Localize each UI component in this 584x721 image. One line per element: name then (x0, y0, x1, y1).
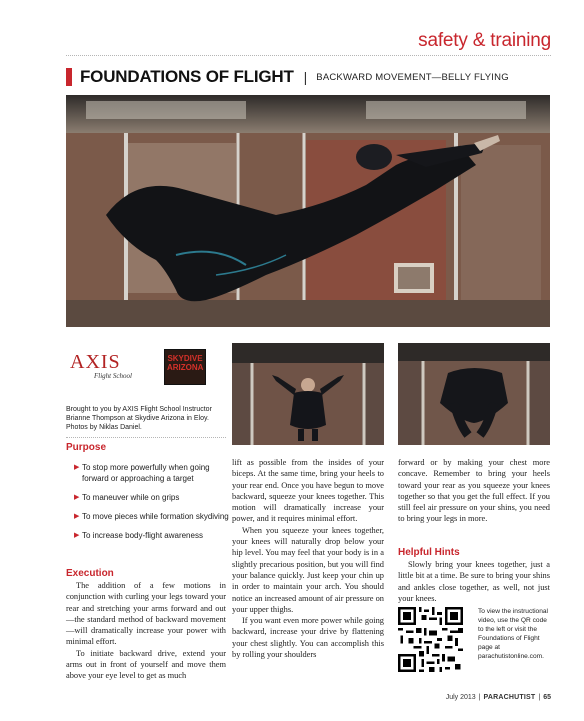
body-paragraph: To initiate backward drive, extend your arms out in front of yourself and move them above your eye level to get as much (66, 648, 226, 681)
photo-rear-view (398, 343, 550, 445)
body-paragraph: forward or by making your chest more concave. Remember to bring your heels toward your rear as you squeeze your knees together so that you get the full effect. If you still feel air pressure on your shins, you need to bring your legs in more. (398, 458, 550, 524)
bullet-arrow-icon: ▶ (74, 494, 80, 501)
photo-front-view (232, 343, 384, 445)
header-divider (66, 55, 551, 56)
body-column-2 (232, 457, 384, 660)
sponsor-logos (66, 347, 216, 385)
skydive-arizona-logo (164, 349, 206, 385)
helpful-hints-heading: Helpful Hints (398, 547, 460, 558)
body-column-3 (398, 457, 550, 525)
body-paragraph: Slowly bring your knees together, just a little bit at a time. Be sure to bring your shins and ankles close together, as well, not just your knees. (398, 560, 550, 603)
execution-heading: Execution (66, 568, 114, 579)
purpose-item: ▶ To stop more powerfully when going forward or approaching a target (74, 463, 210, 483)
hero-photo (66, 95, 550, 327)
body-paragraph: When you squeeze your knees together, your knees will naturally drop below your hip level. You may feel that your body is in a slightly precarious position, but you will find your balance quickly. Just keep your chin up in order to maintain your arch. You should notice an increased amount of air pressure on your upper thighs. (232, 525, 384, 614)
issue-date: July 2013 (445, 694, 476, 701)
purpose-list (74, 462, 234, 549)
bullet-arrow-icon: ▶ (74, 464, 80, 471)
qr-code[interactable] (398, 607, 463, 672)
bullet-arrow-icon: ▶ (74, 513, 80, 520)
article-header (66, 66, 509, 88)
bullet-arrow-icon: ▶ (74, 532, 80, 539)
footer-separator: | (478, 694, 481, 701)
purpose-item: ▶ To increase body-flight awareness (74, 531, 203, 540)
body-paragraph: The addition of a few motions in conjunction with curling your legs toward your rear and stretching your arms forward and out—the standard method of backward movement—will dramatically increase your power with minimal effort. (66, 581, 226, 647)
purpose-item: ▶ To maneuver while on grips (74, 493, 180, 502)
section-label: safety & training (418, 30, 551, 51)
page-footer (446, 694, 551, 701)
photo-credit: Brought to you by AXIS Flight School Instructor Brianne Thompson at Skydive Arizona in Eloy. Photos by Niklas Daniel. (66, 406, 212, 431)
axis-flight-school-logo (66, 347, 148, 385)
axis-logo-word: AXIS (70, 351, 121, 373)
purpose-heading: Purpose (66, 442, 107, 453)
credit-divider (66, 437, 226, 438)
skydive-arizona-logo-text: SKYDIVE ARIZONA (167, 354, 204, 372)
article-title: FOUNDATIONS OF FLIGHT (80, 67, 294, 86)
title-separator: | (303, 69, 308, 85)
footer-separator: | (538, 694, 541, 701)
body-paragraph: If you want even more power while going backward, increase your drive by flattening your chest slightly. You can accomplish this by rolling your shoulders (232, 616, 384, 660)
body-paragraph: lift as possible from the insides of your biceps. At the same time, bring your heels to your rear end. Once you have begun to move backward, squeeze your knees together. This motion will dramatically increase your power, and it requires minimal effort. (232, 458, 384, 524)
title-accent-bar (66, 68, 72, 86)
qr-instructions: To view the instructional video, use the QR code to the left or visit the Foundations of Flight page at parachutistonline.com. (478, 608, 548, 660)
page-number: 65 (543, 694, 551, 701)
axis-logo-subtitle: Flight School (94, 372, 132, 380)
publication-name: PARACHUTIST (483, 694, 536, 701)
body-column-1 (66, 580, 226, 682)
article-subtitle: BACKWARD MOVEMENT—BELLY FLYING (316, 71, 509, 83)
helpful-hints-text (398, 559, 550, 604)
purpose-item: ▶ To move pieces while formation skydiving (74, 512, 229, 521)
